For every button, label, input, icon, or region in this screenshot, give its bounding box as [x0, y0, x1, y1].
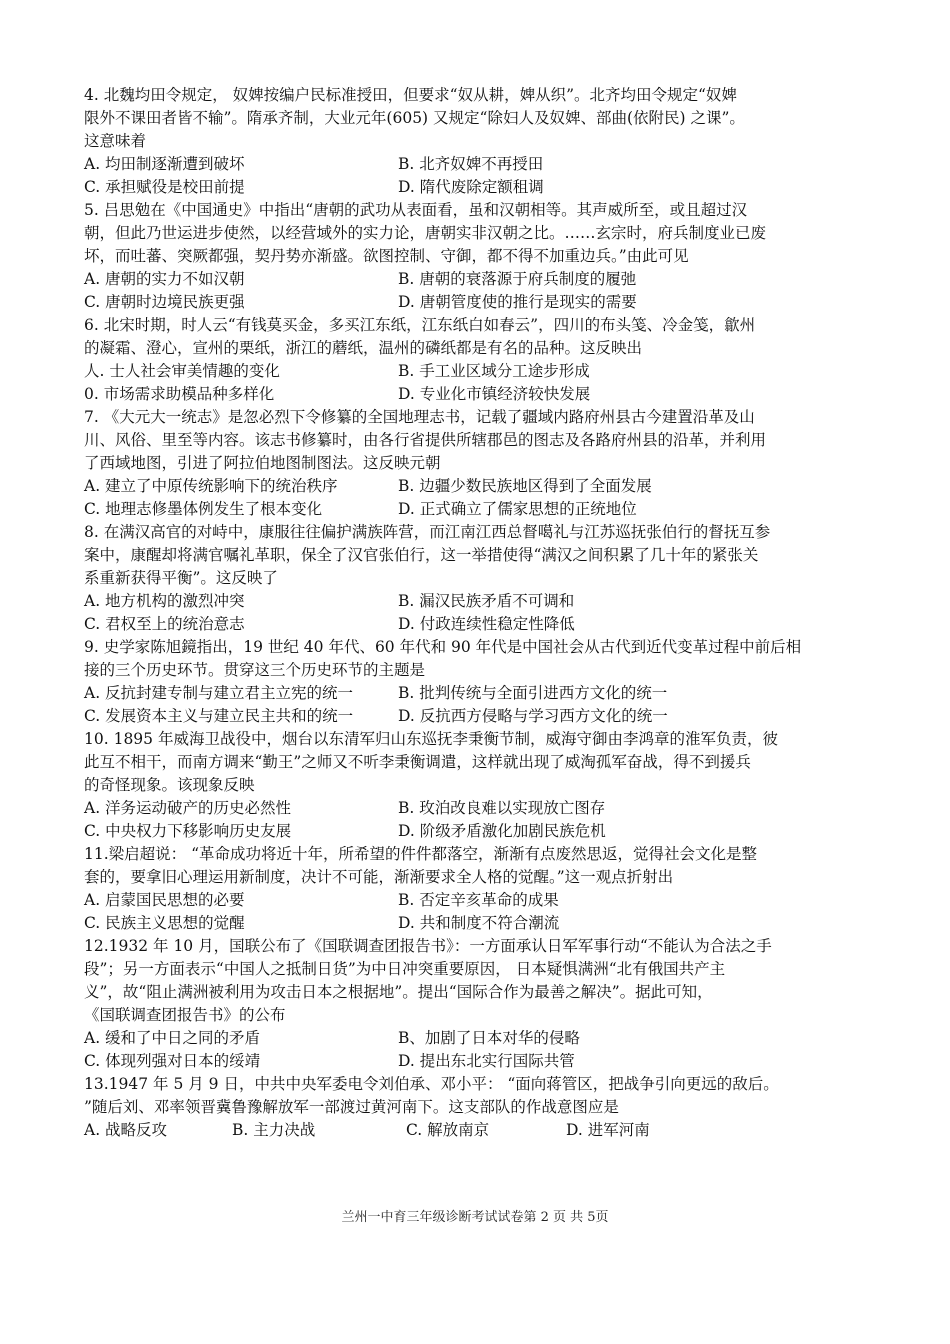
question-stem-line: 7. 《大元大一统志》是忽必烈下令修纂的全国地理志书，记载了疆域内路府州县古今建置沿革及山 [84, 408, 755, 426]
options-row [84, 268, 884, 291]
option-a: A. 战略反攻 [84, 1121, 168, 1139]
exam-page [84, 84, 884, 1142]
option-c: C. 民族主义思想的觉醒 [84, 914, 245, 932]
question-7 [84, 406, 884, 521]
option-c: C. 体现列强对日本的绥靖 [84, 1052, 261, 1070]
option-d: D. 付政连续性稳定性降低 [398, 615, 575, 633]
option-b: B. 批判传统与全面引进西方文化的统一 [398, 684, 668, 702]
question-stem-line: 套的，要拿旧心理运用新制度，决计不可能，渐渐要求全人格的觉醒。”这一观点折射出 [84, 868, 674, 886]
option-a: A. 建立了中原传统影响下的统治秩序 [84, 477, 338, 495]
option-a: A. 唐朝的实力不如汉朝 [84, 270, 245, 288]
option-d: D. 反抗西方侵略与学习西方文化的统一 [398, 707, 668, 725]
option-a: 人. 士人社会审美情趣的变化 [84, 362, 280, 380]
option-a: A. 地方机构的激烈冲突 [84, 592, 245, 610]
option-c: C. 唐朝时边境民族更强 [84, 293, 245, 311]
options-row [84, 291, 884, 314]
question-stem-line: ”随后刘、邓率领晋冀鲁豫解放军一部渡过黄河南下。这支部队的作战意图应是 [84, 1098, 619, 1116]
option-a: A. 启蒙国民思想的必要 [84, 891, 245, 909]
option-c: C. 承担赋役是校田前提 [84, 178, 245, 196]
question-stem-line: 的奇怪现象。该现象反映 [84, 776, 255, 794]
option-d: D. 专业化市镇经济较快发展 [398, 385, 591, 403]
option-d: D. 正式确立了儒家思想的正统地位 [398, 500, 637, 518]
question-5 [84, 199, 884, 314]
options-row [84, 613, 884, 636]
options-row [84, 1027, 884, 1050]
option-b: B. 主力决战 [232, 1121, 316, 1139]
question-stem-line: 13.1947 年 5 月 9 日，中共中央军委电令刘伯承、邓小平： “面向蒋管区，把战争引向更远的敌后。 [84, 1075, 779, 1093]
question-stem-line: 这意味着 [84, 132, 147, 150]
question-stem-line: 8. 在满汉高官的对峙中，康服往往偏护满族阵营，而江南江西总督噶礼与江苏巡抚张伯行的督抚互参 [84, 523, 771, 541]
question-stem-line: 限外不课田者皆不输”。隋承齐制，大业元年(605) 又规定“除妇人及奴婢、部曲(依附民) 之课”。 [84, 109, 745, 127]
options-row [84, 912, 884, 935]
option-b: B. 否定辛亥革命的成果 [398, 891, 559, 909]
option-b: B. 唐朝的衰落源于府兵制度的履弛 [398, 270, 637, 288]
options-row [84, 682, 884, 705]
option-d: D. 共和制度不符合潮流 [398, 914, 560, 932]
options-row [84, 590, 884, 613]
option-b: B. 手工业区域分工途步形成 [398, 362, 590, 380]
question-stem-line: 《国联调查团报告书》的公布 [84, 1006, 286, 1024]
options-row [84, 383, 884, 406]
question-stem-line: 5. 吕思勉在《中国通史》中指出“唐朝的武功从表面看，虽和汉朝相等。其声威所至，或且超过汉 [84, 201, 748, 219]
options-row [84, 475, 884, 498]
question-stem-line: 接的三个历史环节。贯穿这三个历史环节的主题是 [84, 661, 426, 679]
question-stem-line: 12.1932 年 10 月，国联公布了《国联调查团报告书》：一方面承认日军军事行动“不能认为合法之手 [84, 937, 772, 955]
question-stem-line: 段”；另一方面表示“中国人之抵制日货”为中日冲突重要原因， 日本疑惧满洲“北有俄国共产主 [84, 960, 726, 978]
option-c: C. 地理志修墨体例发生了根本变化 [84, 500, 323, 518]
question-stem-line: 朝，但此乃世运进步使然，以经营域外的实力论，唐朝实非汉朝之比。……玄宗时，府兵制度业已废 [84, 224, 767, 242]
option-c: C. 君权至上的统治意志 [84, 615, 245, 633]
options-row [84, 797, 884, 820]
option-b: B. 北齐奴婢不再授田 [398, 155, 544, 173]
question-stem-line: 的凝霜、澄心，宣州的栗纸，浙江的蘑纸，温州的磷纸都是有名的品种。这反映出 [84, 339, 643, 357]
options-row [84, 889, 884, 912]
question-stem-line: 义”，故“阻止满洲被利用为攻击日本之根据地”。提出“国际合作为最善之解决”。据此可知， [84, 983, 713, 1001]
question-stem-line: 11.梁启超说： “革命成功将近十年，所希望的件件都落空，渐渐有点废然思返，觉得社会文化是整 [84, 845, 758, 863]
question-stem-line: 系重新获得平衡”。这反映了 [84, 569, 278, 587]
question-stem-line: 此互不相干，而南方调来“勤王”之师又不听李秉衡调遣，这样就出现了威淘孤军奋战，得不到援兵 [84, 753, 751, 771]
options-row [84, 705, 884, 728]
options-row [84, 153, 884, 176]
option-b: B. 边疆少数民族地区得到了全面发展 [398, 477, 652, 495]
options-row [84, 176, 884, 199]
options-row [84, 820, 884, 843]
options-row [84, 1119, 884, 1142]
question-stem-line: 6. 北宋时期，时人云“有钱莫买金，多买江东纸，江东纸白如春云”，四川的布头笺、冷金笺，歙州 [84, 316, 756, 334]
options-row [84, 1050, 884, 1073]
question-8 [84, 521, 884, 636]
question-stem-line: 川、风俗、里至等内容。该志书修纂时，由各行省提供所辖郡邑的图志及各路府州县的沿革，并利用 [84, 431, 767, 449]
question-stem-line: 10. 1895 年威海卫战役中，烟台以东清军归山东巡抚李秉衡节制，威海守御由李鸿章的淮军负责，彼 [84, 730, 778, 748]
question-stem-line: 了西域地图，引进了阿拉伯地图制图法。这反映元朝 [84, 454, 441, 472]
question-stem-line: 4. 北魏均田令规定， 奴婢按编户民标准授田，但要求“奴从耕，婢从织”。北齐均田令规定“奴婢 [84, 86, 737, 104]
question-10 [84, 728, 884, 843]
option-a: A. 反抗封建专制与建立君主立宪的统一 [84, 684, 354, 702]
option-d: D. 隋代废除定额租调 [398, 178, 544, 196]
option-a: A. 均田制逐渐遭到破坏 [84, 155, 245, 173]
option-b: B、加剧了日本对华的侵略 [398, 1029, 580, 1047]
question-stem-line: 案中，康醒却将满官嘱礼革职，保全了汉官张伯行，这一举措使得“满汉之间积累了几十年的紧张关 [84, 546, 759, 564]
page-footer: 兰州一中育三年级诊断考试试卷第 2 页 共 5页 [341, 1210, 609, 1225]
question-12 [84, 935, 884, 1073]
option-a: A. 缓和了中日之同的矛盾 [84, 1029, 261, 1047]
question-6 [84, 314, 884, 406]
option-d: D. 进军河南 [566, 1121, 650, 1139]
option-c: C. 发展资本主义与建立民主共和的统一 [84, 707, 354, 725]
question-stem-line: 9. 史学家陈旭鏡指出，19 世纪 40 年代、60 年代和 90 年代是中国社会从古代到近代变革过程中前后相 [84, 638, 802, 656]
option-d: D. 唐朝管度使的推行是现实的需要 [398, 293, 637, 311]
option-d: D. 提出东北实行国际共管 [398, 1052, 575, 1070]
option-c: 0. 市场需求助模品种多样化 [84, 385, 275, 403]
question-13 [84, 1073, 884, 1142]
question-4 [84, 84, 884, 199]
option-b: B. 玫泊改良难以实现放亡图存 [398, 799, 606, 817]
option-c: C. 解放南京 [406, 1121, 490, 1139]
options-row [84, 360, 884, 383]
question-11 [84, 843, 884, 935]
question-stem-line: 坏，而吐蕃、突厥都强，契丹势亦渐盛。欲图控制、守御，都不得不加重边兵。”由此可见 [84, 247, 689, 265]
options-row [84, 498, 884, 521]
option-d: D. 阶级矛盾激化加剧民族危机 [398, 822, 606, 840]
question-9 [84, 636, 884, 728]
option-c: C. 中央权力下移影响历史友展 [84, 822, 292, 840]
option-a: A. 洋务运动破产的历史必然性 [84, 799, 292, 817]
option-b: B. 漏汉民族矛盾不可调和 [398, 592, 575, 610]
